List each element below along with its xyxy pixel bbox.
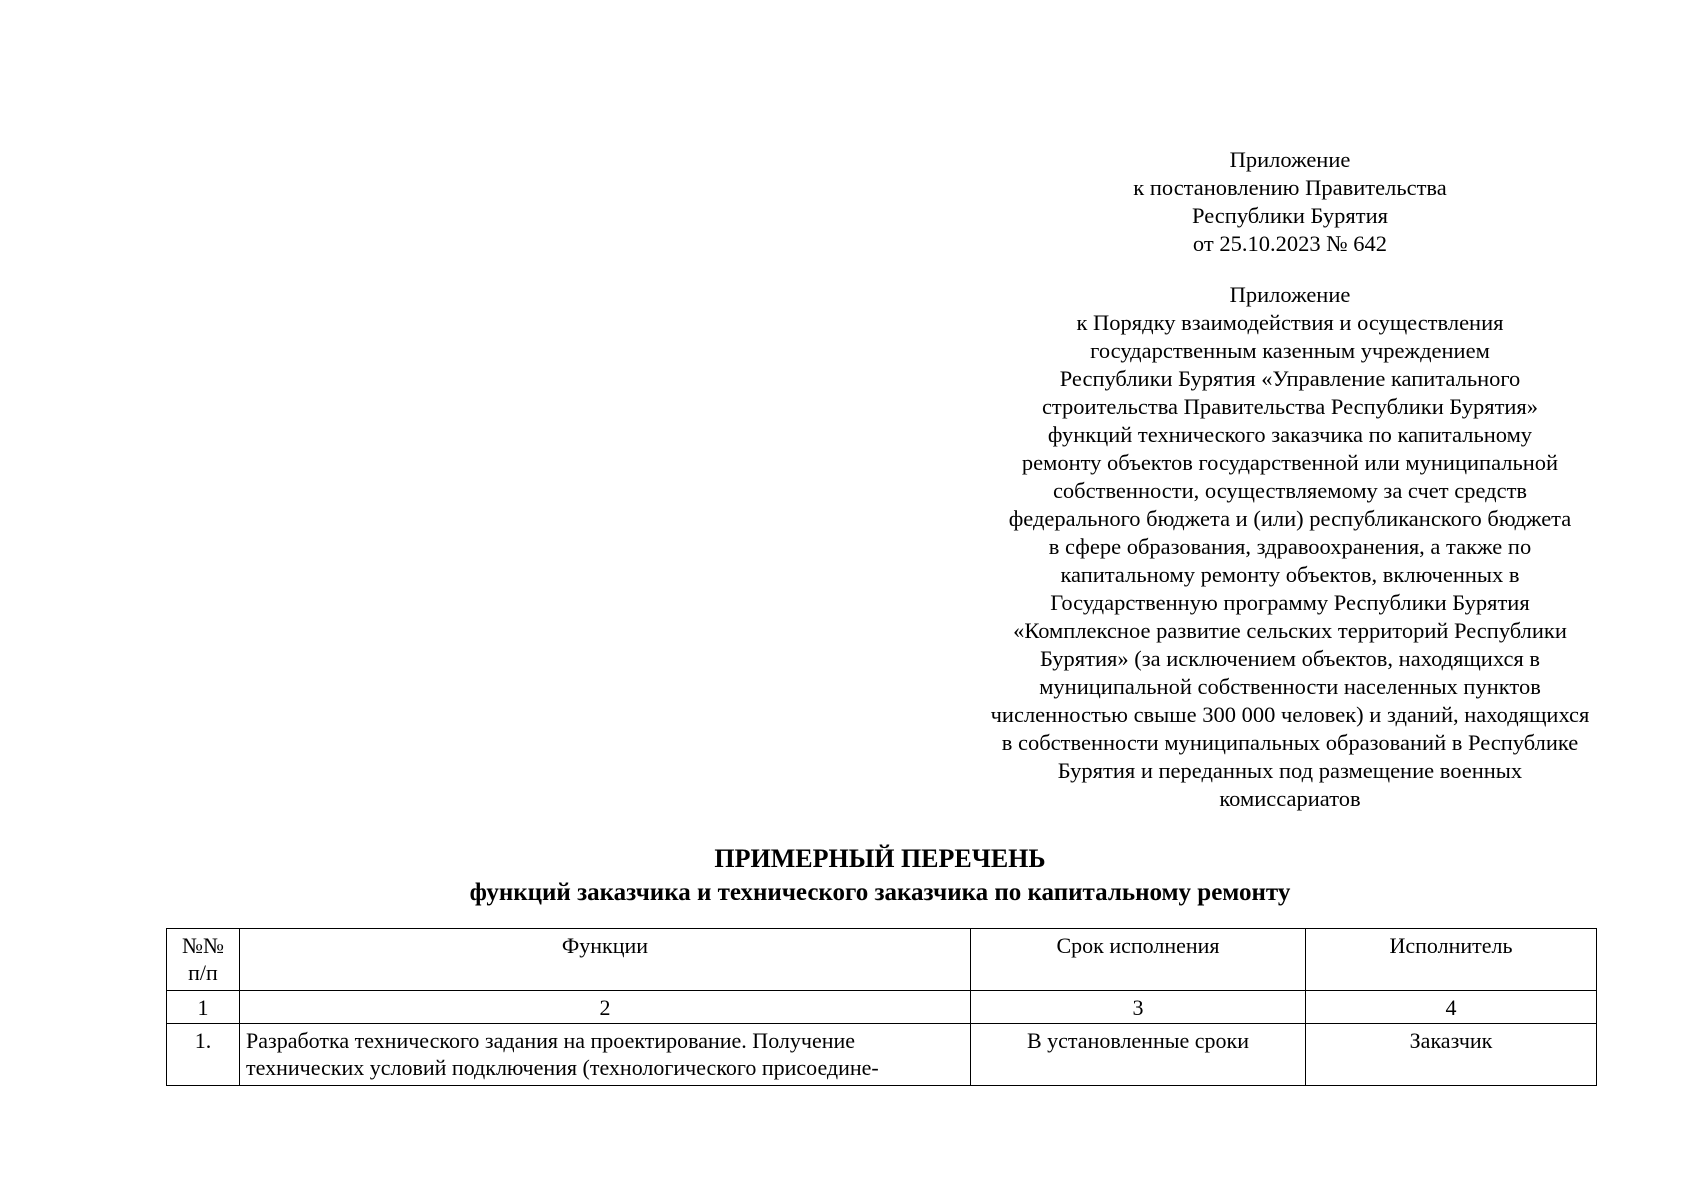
header-functions: Функции xyxy=(240,929,971,991)
appendix-line: комиссариатов xyxy=(1219,786,1361,811)
appendix-line: функций технического заказчика по капитальному xyxy=(1047,422,1533,447)
appendix-line: от 25.10.2023 № 642 xyxy=(1192,231,1388,256)
appendix-line: Государственную программу Республики Бурятия xyxy=(1050,590,1530,615)
appendix-line: Приложение xyxy=(1229,282,1351,307)
appendix-line: собственности, осуществляемому за счет средств xyxy=(1052,478,1528,503)
appendix-line: Республики Бурятия xyxy=(1192,203,1388,228)
header-executor: Исполнитель xyxy=(1306,929,1597,991)
functions-table xyxy=(166,928,1597,1086)
row-number: 1. xyxy=(167,1024,240,1086)
appendix-line: Бурятия» (за исключением объектов, находящихся в xyxy=(1039,646,1541,671)
row-function-line: Разработка технического задания на проектирование. Получение xyxy=(246,1028,856,1053)
appendix-order xyxy=(930,281,1650,813)
header-deadline: Срок исполнения xyxy=(971,929,1306,991)
table-column-numbers-row xyxy=(167,991,1597,1024)
appendix-line: федерального бюджета и (или) республиканского бюджета xyxy=(1008,506,1572,531)
header-number-line1: №№ xyxy=(182,933,224,958)
appendix-line: капитальному ремонту объектов, включенных в xyxy=(1060,562,1520,587)
appendix-line: ремонту объектов государственной или муниципальной xyxy=(1021,450,1559,475)
appendix-line: государственным казенным учреждением xyxy=(1090,338,1490,363)
header-number xyxy=(167,929,240,991)
table-header-row xyxy=(167,929,1597,991)
title-main: ПРИМЕРНЫЙ ПЕРЕЧЕНЬ xyxy=(714,844,1046,873)
appendix-line: Приложение xyxy=(1229,147,1351,172)
title-subtitle: функций заказчика и технического заказчика по капитальному ремонту xyxy=(469,879,1291,906)
appendix-line: в собственности муниципальных образований в Республике xyxy=(1001,730,1579,755)
column-number: 3 xyxy=(971,991,1306,1024)
appendix-line: «Комплексное развитие сельских территорий Республики xyxy=(1013,618,1567,643)
appendix-line: к постановлению Правительства xyxy=(1133,175,1447,200)
row-function-line: технических условий подключения (технологического присоедине- xyxy=(246,1055,879,1080)
appendix-government-resolution xyxy=(930,146,1650,258)
document-title xyxy=(170,842,1590,910)
appendix-line: к Порядку взаимодействия и осуществления xyxy=(1076,310,1504,335)
appendix-line: в сфере образования, здравоохранения, а также по xyxy=(1048,534,1532,559)
appendix-line: строительства Правительства Республики Бурятия» xyxy=(1041,394,1539,419)
row-deadline: В установленные сроки xyxy=(971,1024,1306,1086)
table-row xyxy=(167,1024,1597,1086)
column-number: 2 xyxy=(240,991,971,1024)
column-number: 1 xyxy=(167,991,240,1024)
row-executor: Заказчик xyxy=(1306,1024,1597,1086)
row-function xyxy=(240,1024,971,1086)
column-number: 4 xyxy=(1306,991,1597,1024)
appendix-line: Бурятия и переданных под размещение военных xyxy=(1057,758,1523,783)
appendix-line: численностью свыше 300 000 человек) и зданий, находящихся xyxy=(990,702,1590,727)
appendix-line: Республики Бурятия «Управление капитального xyxy=(1059,366,1521,391)
appendix-line: муниципальной собственности населенных пунктов xyxy=(1039,674,1541,699)
header-number-line2: п/п xyxy=(188,960,218,985)
